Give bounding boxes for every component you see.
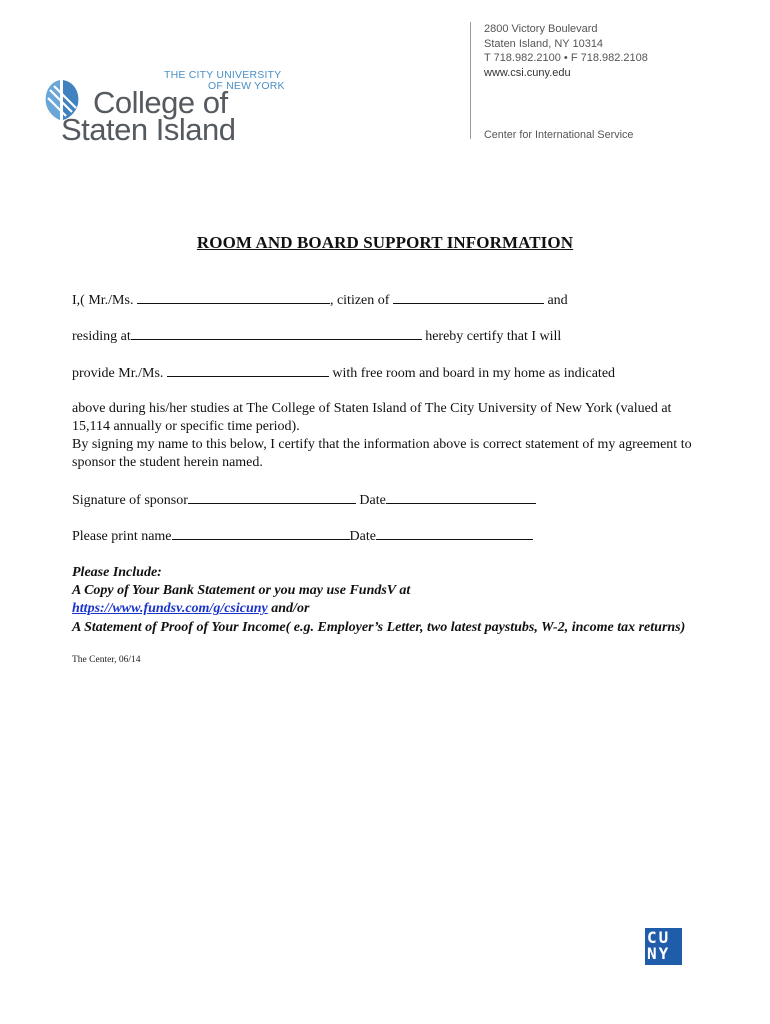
header-divider: [470, 22, 471, 139]
logo-college-line1: College of: [93, 85, 228, 120]
csi-logo: [42, 70, 332, 150]
cuny-badge-logo: [645, 928, 682, 965]
provided-student-blank[interactable]: [167, 364, 329, 377]
paragraph-studies: above during his/her studies at The College of Staten Island of The City University of New York (valued at 15,114 annually or specific time period).: [72, 401, 672, 434]
line2-text-b: hereby certify that I will: [421, 329, 562, 344]
address-street: 2800 Victory Boulevard: [484, 23, 598, 35]
line1-text-c: and: [543, 293, 568, 308]
logo-university-line2: OF NEW YORK: [208, 80, 285, 92]
form-line-name-citizen: [72, 291, 568, 310]
form-line-print-name: [72, 527, 533, 546]
form-line-residing: [72, 327, 561, 346]
include-heading: Please Include:: [72, 565, 162, 580]
address-block: [484, 22, 754, 80]
residence-address-blank[interactable]: [131, 327, 422, 340]
badge-line1: CU: [647, 928, 671, 947]
print-name-blank[interactable]: [172, 527, 350, 540]
signature-date-label: Date: [355, 493, 386, 508]
address-phone: T 718.982.2100 • F 718.982.2108: [484, 52, 648, 65]
signature-label: Signature of sponsor: [72, 493, 188, 508]
footnote-revision: The Center, 06/14: [72, 655, 141, 665]
include-section: [72, 564, 712, 637]
signature-blank[interactable]: [188, 491, 356, 504]
line1-text-b: , citizen of: [329, 293, 393, 308]
citizenship-blank[interactable]: [393, 291, 544, 304]
print-name-label: Please print name: [72, 529, 172, 544]
paragraph-certify: By signing my name to this below, I certify that the information above is correct statement of my agreement to sponsor the student herein named.: [72, 437, 692, 470]
logo-college-line2: Staten Island: [61, 112, 236, 147]
badge-line2: NY: [647, 944, 671, 963]
form-line-provide: [72, 364, 615, 383]
signature-date-blank[interactable]: [386, 491, 536, 504]
include-link-line: [72, 600, 712, 618]
line3-text-a: provide Mr./Ms.: [72, 366, 167, 381]
print-date-label: Date: [349, 529, 376, 544]
include-item-income-proof: A Statement of Proof of Your Income( e.g. Employer’s Letter, two latest paystubs, W-2, income tax returns): [72, 619, 686, 635]
line3-text-b: with free room and board in my home as indicated: [328, 366, 616, 381]
address-city: Staten Island, NY 10314: [484, 37, 604, 50]
include-item-bank-statement: A Copy of Your Bank Statement or you may use FundsV at: [72, 583, 411, 599]
fundsv-link[interactable]: https://www.fundsv.com/g/csicuny: [72, 601, 268, 617]
form-title: ROOM AND BOARD SUPPORT INFORMATION: [196, 233, 574, 252]
include-link-suffix: and/or: [267, 601, 310, 617]
center-name: Center for International Service: [484, 129, 634, 141]
form-line-signature: [72, 491, 536, 510]
print-date-blank[interactable]: [376, 527, 533, 540]
student-name-blank[interactable]: [137, 291, 330, 304]
address-web: www.csi.cuny.edu: [484, 66, 571, 79]
logo-university-line1: THE CITY UNIVERSITY: [164, 69, 282, 81]
line2-text-a: residing at: [72, 329, 131, 344]
line1-text-a: I,( Mr./Ms.: [72, 293, 137, 308]
